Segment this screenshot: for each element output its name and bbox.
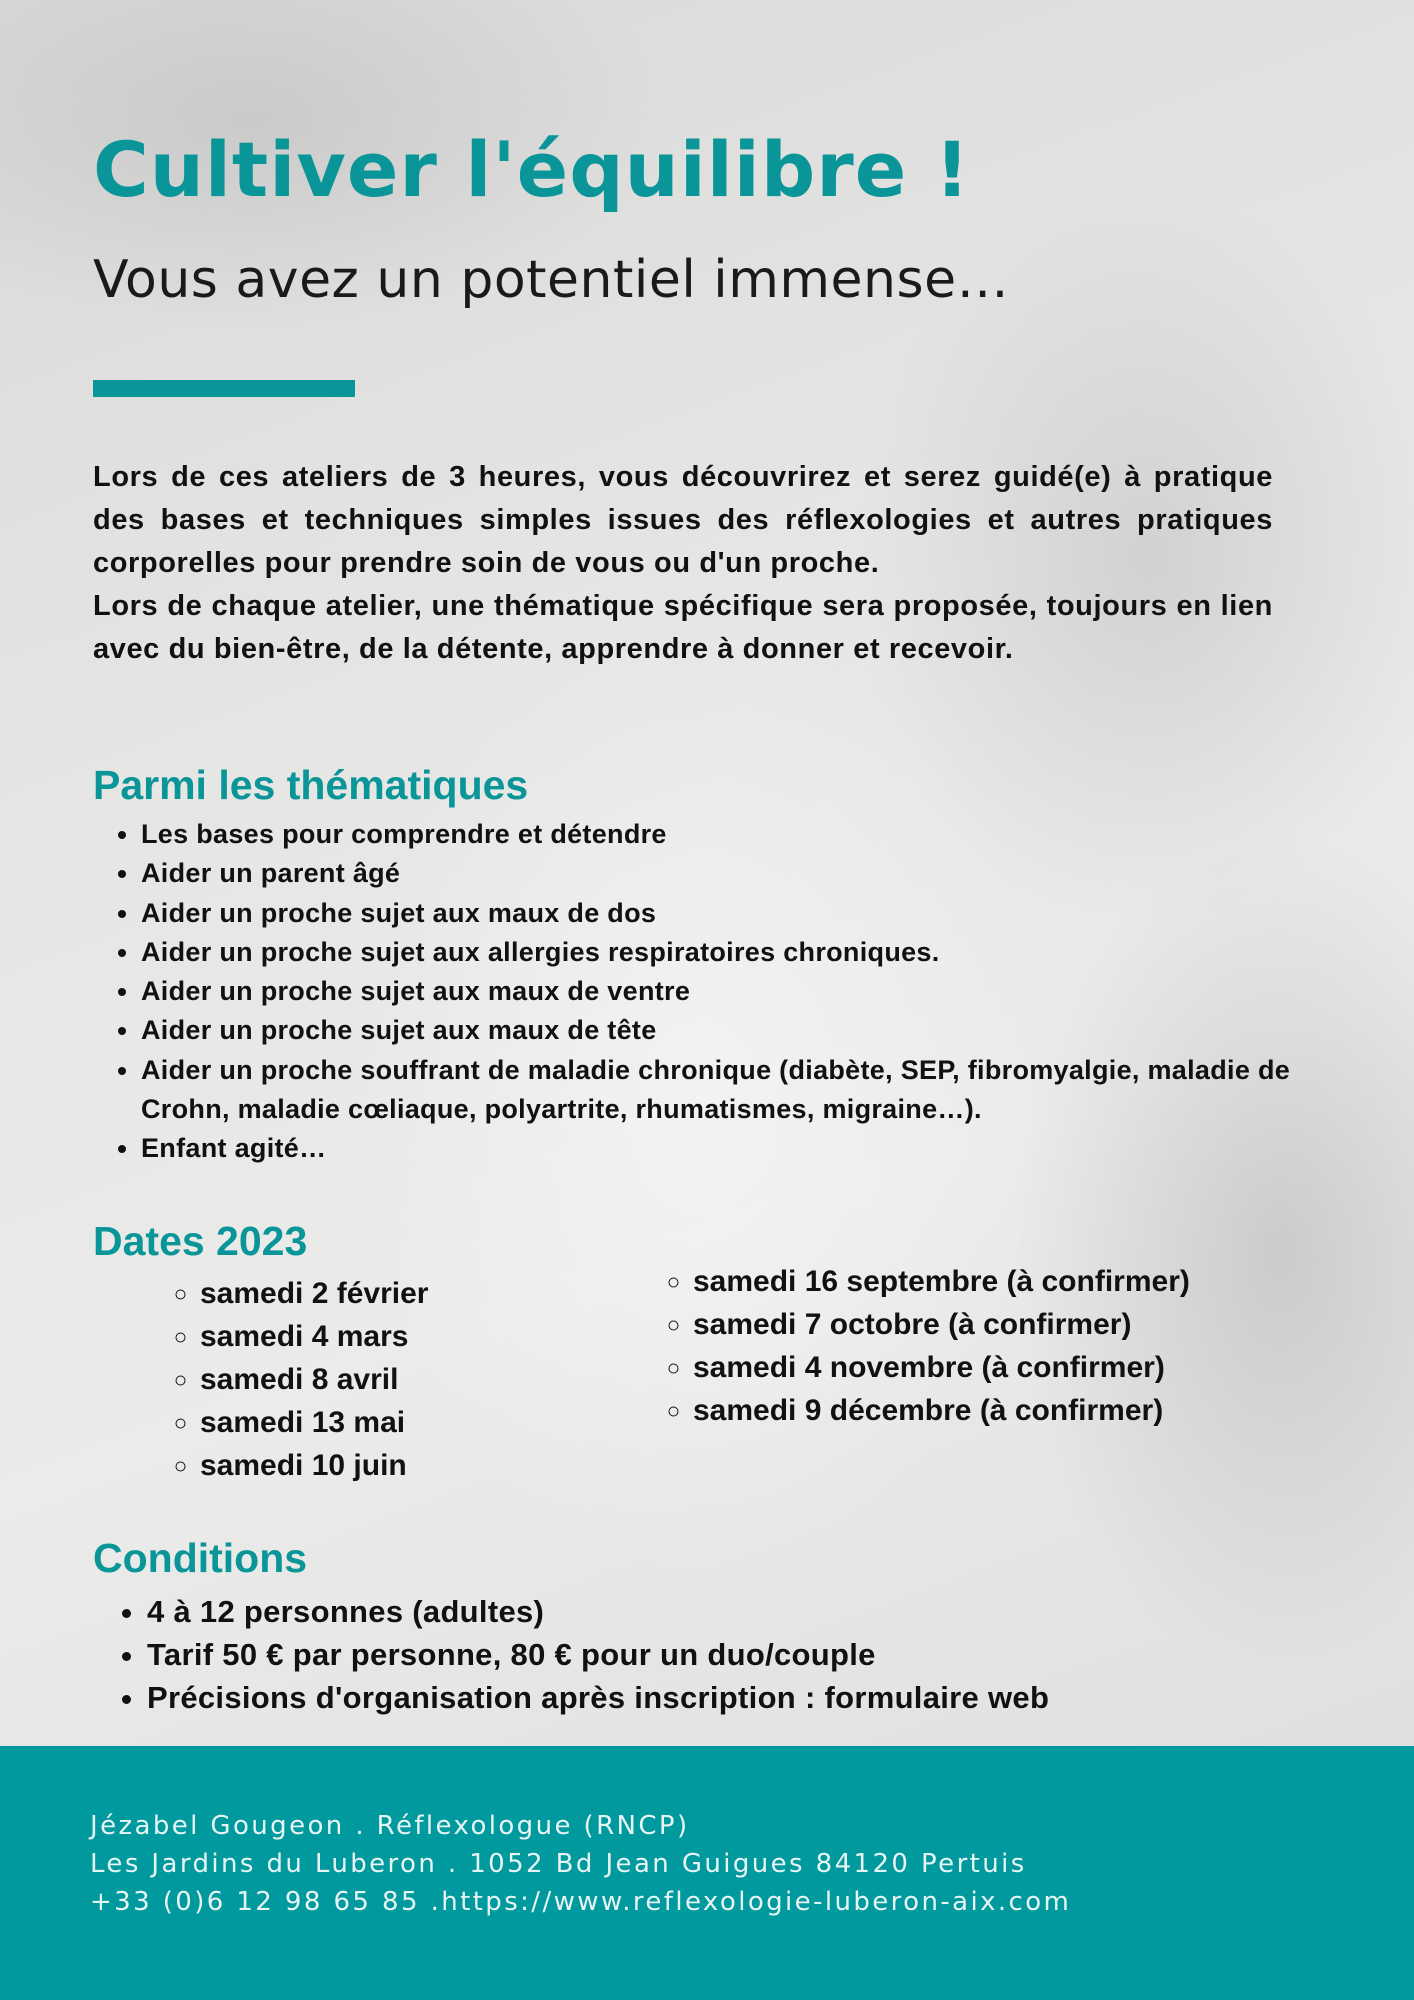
intro-paragraph-2: Lors de chaque atelier, une thématique spécifique sera proposée, toujours en lien avec du bien-être, de la détente, apprendre à donner et recevoir. [93, 590, 1273, 665]
page-subtitle: Vous avez un potentiel immense… [93, 250, 1010, 310]
list-item: • Aider un proche sujet aux maux de tête [141, 1011, 1321, 1050]
themes-heading: Parmi les thématiques [93, 762, 529, 808]
themes-list [93, 815, 1321, 1169]
conditions-heading: Conditions [93, 1535, 308, 1581]
list-item: • Précisions d'organisation après inscription : formulaire web [147, 1676, 1049, 1719]
intro-text [93, 456, 1273, 671]
footer-name: Jézabel Gougeon . Réflexologue (RNCP) [90, 1811, 690, 1841]
date-item: ◦ samedi 4 mars [200, 1315, 428, 1358]
list-item: • Les bases pour comprendre et détendre [141, 815, 1321, 854]
list-item: • Aider un proche sujet aux allergies respiratoires chroniques. [141, 933, 1321, 972]
list-item: • Tarif 50 € par personne, 80 € pour un duo/couple [147, 1633, 1049, 1676]
dates-heading: Dates 2023 [93, 1218, 308, 1264]
date-item: ◦ samedi 10 juin [200, 1444, 428, 1487]
list-item: • Aider un parent âgé [141, 854, 1321, 893]
dates-list-left [150, 1272, 428, 1487]
date-item: ◦ samedi 7 octobre (à confirmer) [693, 1303, 1190, 1346]
accent-divider [93, 380, 355, 397]
date-item: ◦ samedi 4 novembre (à confirmer) [693, 1346, 1190, 1389]
footer [0, 1746, 1414, 2000]
intro-paragraph-1: Lors de ces ateliers de 3 heures, vous découvrirez et serez guidé(e) à pratique des bases et techniques simples issues des réflexologies et autres pratiques corporelles pour prendre soin de vous ou d'un proche. [93, 461, 1273, 579]
list-item: • Aider un proche sujet aux maux de ventre [141, 972, 1321, 1011]
footer-contact: +33 (0)6 12 98 65 85 .https://www.reflexologie-luberon-aix.com [90, 1887, 1072, 1917]
dates-list-right [643, 1260, 1190, 1432]
footer-address: Les Jardins du Luberon . 1052 Bd Jean Guigues 84120 Pertuis [90, 1849, 1027, 1879]
page-title: Cultiver l'équilibre ! [93, 125, 971, 214]
conditions-list [93, 1590, 1049, 1719]
date-item: ◦ samedi 13 mai [200, 1401, 428, 1444]
list-item: • 4 à 12 personnes (adultes) [147, 1590, 1049, 1633]
date-item: ◦ samedi 8 avril [200, 1358, 428, 1401]
list-item: • Aider un proche sujet aux maux de dos [141, 894, 1321, 933]
date-item: ◦ samedi 9 décembre (à confirmer) [693, 1389, 1190, 1432]
list-item: • Aider un proche souffrant de maladie chronique (diabète, SEP, fibromyalgie, maladie de Crohn, maladie cœliaque, polyartrite, rhumatismes, migraine…). [141, 1051, 1321, 1130]
list-item: • Enfant agité… [141, 1129, 1321, 1168]
date-item: ◦ samedi 2 février [200, 1272, 428, 1315]
date-item: ◦ samedi 16 septembre (à confirmer) [693, 1260, 1190, 1303]
